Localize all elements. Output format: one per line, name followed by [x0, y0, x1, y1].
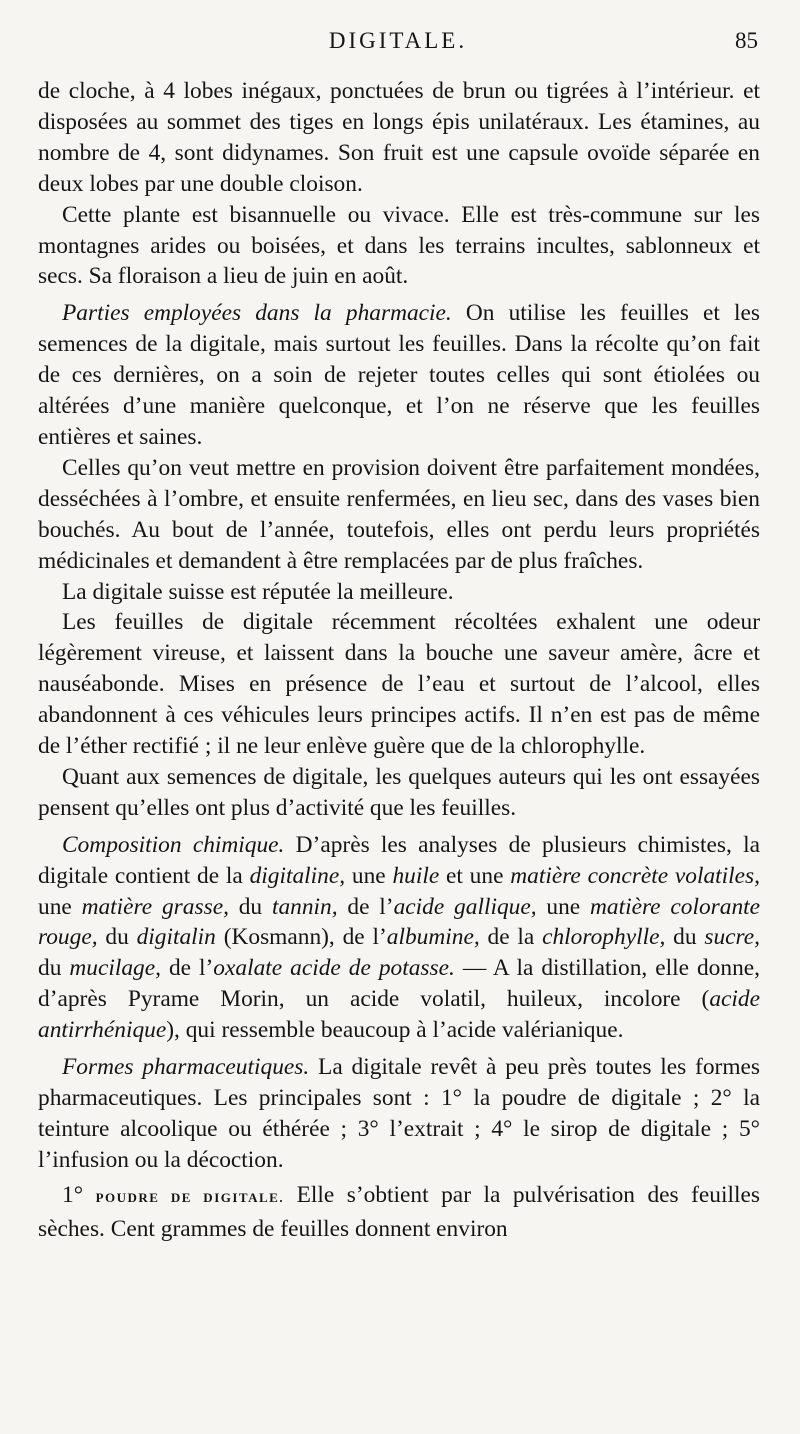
- item-number: 1°: [62, 1181, 84, 1208]
- section-heading-composition: Composition chimique.: [62, 831, 285, 858]
- paragraph-swiss-digitalis: La digitale suisse est réputée la meilleure.: [62, 578, 454, 605]
- subheading-powder: POUDRE DE DIGITALE.: [95, 1189, 285, 1205]
- running-title: DIGITALE.: [328, 28, 468, 53]
- paragraph-pharmaceutical-forms: Formes pharmaceutiques. La digitale revêt à peu près toutes les formes pharmaceutiques. Les principales sont : 1° la poudre de digitale ; 2° la teinture alcoolique ou éthérée ; 3° l’extrait ; 4° le sirop de digitale ; 5° l’infusion ou la décoction.: [38, 1054, 760, 1173]
- paragraph-storage: Celles qu’on veut mettre en provision doivent être parfaitement mondées, desséchées à l’ombre, et ensuite renfermées, en lieu sec, dans des vases bien bouchés. Au bout de l’année, toutefois, elles ont perdu leurs propriétés médicinales et demandent à être remplacées par de plus fraîches.: [38, 454, 760, 574]
- body-text: [38, 76, 760, 1245]
- paragraph-description: de cloche, à 4 lobes inégaux, ponctuées de brun ou tigrées à l’intérieur. et disposées au sommet des tiges en longs épis unilatéraux. Les étamines, au nombre de 4, sont didynames. Son fruit est une capsule ovoïde séparée en deux lobes par une double cloison.: [38, 78, 760, 197]
- paragraph-habitat: Cette plante est bisannuelle ou vivace. Elle est très-commune sur les montagnes arides ou boisées, et dans les terrains incultes, sablonneux et secs. Sa floraison a lieu de juin en août.: [38, 201, 760, 290]
- paragraph-chemical-composition: Composition chimique. D’après les analyses de plusieurs chimistes, la digitale contient de la digitaline, une huile et une matière concrète volatiles, une matière grasse, du tannin, de l’acide gallique, une matière colorante rouge, du digitalin (Kosmann), de l’albumine, de la chlorophylle, du sucre, du mucilage, de l’oxalate acide de potasse. — A la distillation, elle donne, d’après Pyrame Morin, un acide volatil, huileux, incolore (acide antirrhénique), qui ressemble beaucoup à l’acide valérianique.: [38, 831, 761, 1044]
- paragraph-powder: 1° POUDRE DE DIGITALE. Elle s’obtient par la pulvérisation des feuilles sèches. Cent grammes de feuilles donnent environ: [38, 1181, 760, 1242]
- page-header: [38, 28, 758, 62]
- section-heading-parts-used: Parties employées dans la pharmacie.: [62, 300, 452, 327]
- paragraph-seeds: Quant aux semences de digitale, les quelques auteurs qui les ont essayées pensent qu’elles ont plus d’activité que les feuilles.: [38, 763, 760, 821]
- page-number: 85: [735, 28, 758, 53]
- paragraph-properties: Les feuilles de digitale récemment récoltées exhalent une odeur légèrement vireuse, et laissent dans la bouche une saveur amère, âcre et nauséabonde. Mises en présence de l’eau et surtout de l’alcool, elles abandonnent à ces véhicules leurs principes actifs. Il n’en est pas de même de l’éther rectifié ; il ne leur enlève guère que de la chlorophylle.: [38, 609, 760, 760]
- paragraph-parts-used: Parties employées dans la pharmacie. On utilise les feuilles et les semences de la digitale, mais surtout les feuilles. Dans la récolte qu’on fait de ces dernières, on a soin de rejeter toutes celles qui sont étiolées ou altérées d’une manière quelconque, et l’on ne réserve que les feuilles entières et saines.: [38, 300, 760, 450]
- section-heading-forms: Formes pharmaceutiques.: [62, 1054, 310, 1081]
